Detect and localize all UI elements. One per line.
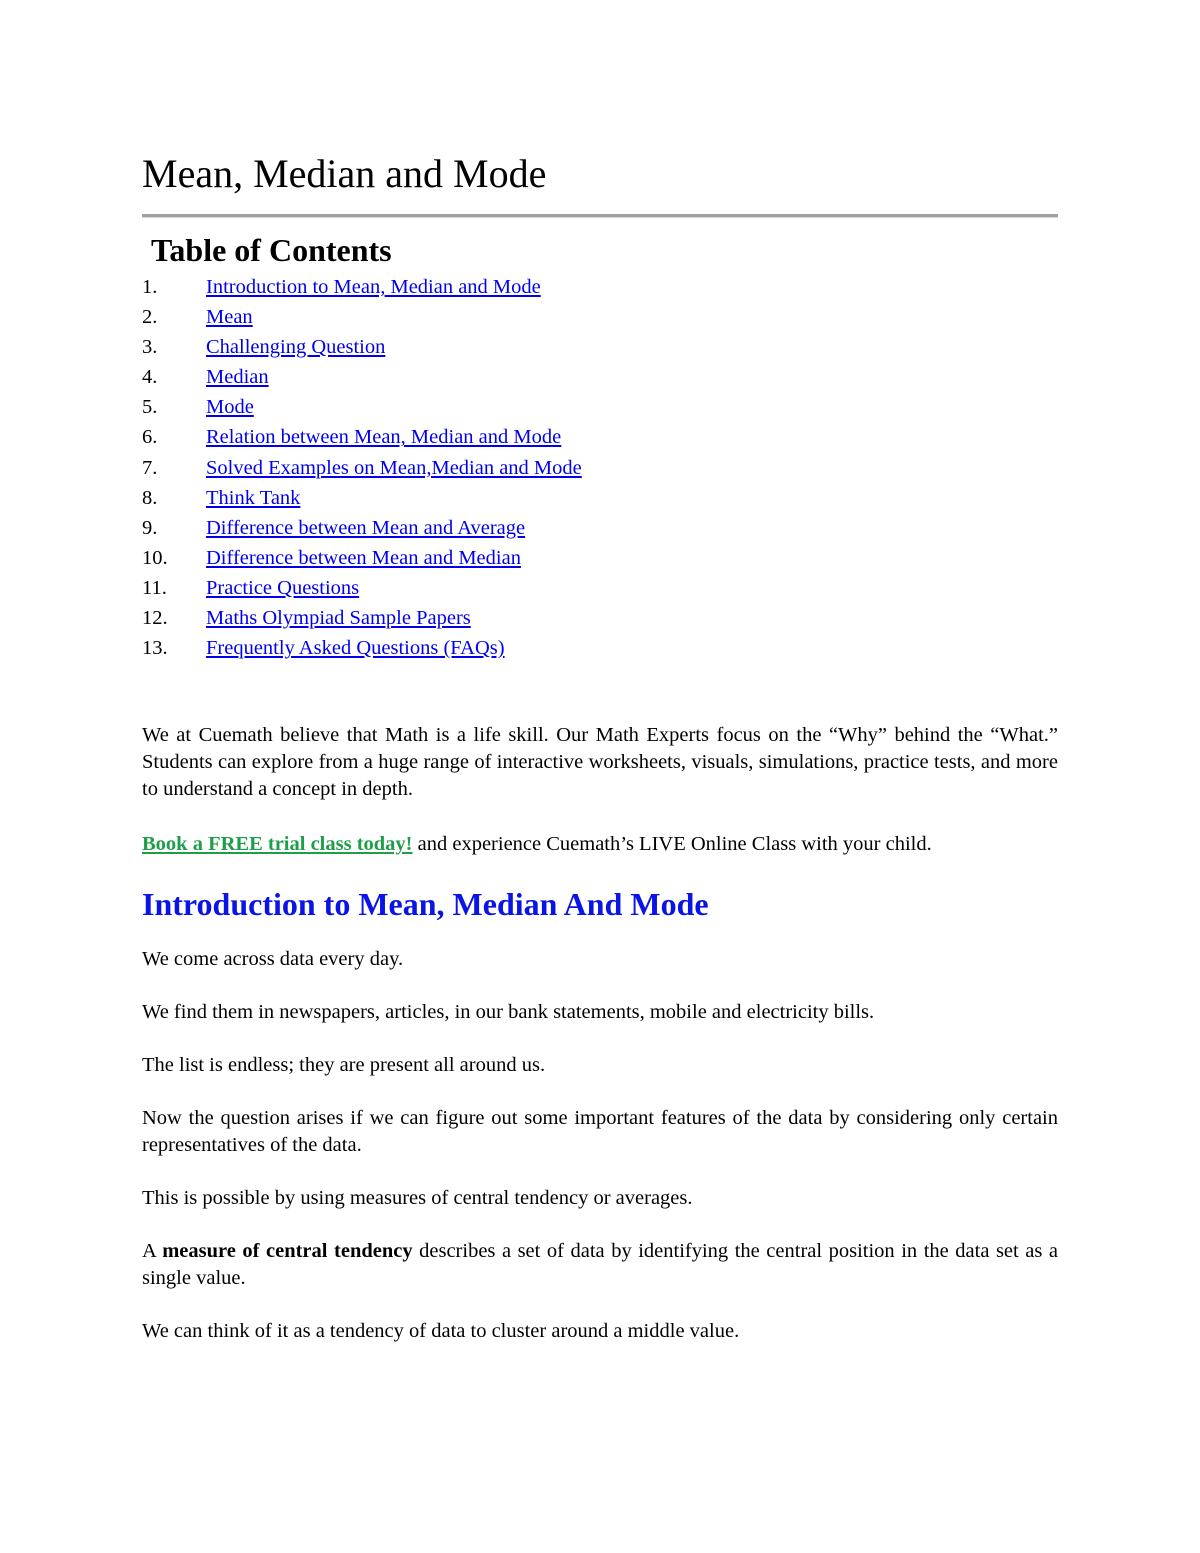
toc-list [142,272,1058,663]
toc-item [142,332,1058,362]
toc-item-number: 9. [142,516,158,539]
toc-item [142,422,1058,452]
toc-item [142,302,1058,332]
intro-paragraph: We at Cuemath believe that Math is a life skill. Our Math Experts focus on the “Why” behind the “What.” Students can explore from a huge range of interactive worksheets, visuals, simulations, practice tests, and more to understand a concept in depth. [142,724,1058,801]
toc-link-mode[interactable]: Mode [206,396,254,419]
toc-link-median[interactable]: Median [206,366,269,389]
toc-item [142,513,1058,543]
toc-link-relation[interactable]: Relation between Mean, Median and Mode [206,426,562,449]
toc-item-number: 10. [142,546,168,569]
toc-heading: Table of Contents [151,232,392,268]
toc-link-challenging-question[interactable]: Challenging Question [206,336,386,359]
body-paragraph: This is possible by using measures of central tendency or averages. [142,1187,693,1210]
toc-link-introduction[interactable]: Introduction to Mean, Median and Mode [206,276,541,298]
toc-link-practice-questions[interactable]: Practice Questions [206,576,360,599]
cta-text: and experience Cuemath’s LIVE Online Class with your child. [412,833,932,856]
toc-item-number: 12. [142,607,168,630]
toc-item-number: 5. [142,396,158,419]
body-paragraph: We can think of it as a tendency of data to cluster around a middle value. [142,1320,740,1343]
body-paragraph: The list is endless; they are present all around us. [142,1054,546,1077]
title-divider [142,214,1058,218]
toc-item [142,453,1058,483]
body-paragraph-definition [142,1238,1058,1292]
toc-link-solved-examples[interactable]: Solved Examples on Mean,Median and Mode [206,456,582,479]
document-content [142,150,1058,1345]
toc-item-number: 2. [142,306,158,329]
definition-text: describes a set of data by identifying the central position in the data set as a single value. [142,1240,1058,1290]
toc-item [142,392,1058,422]
toc-item [142,633,1058,663]
toc-link-faqs[interactable]: Frequently Asked Questions (FAQs) [206,637,505,660]
toc-item-number: 11. [142,576,167,599]
section-heading-introduction: Introduction to Mean, Median And Mode [142,886,709,923]
free-trial-link[interactable]: Book a FREE trial class today! [142,833,413,856]
cta-paragraph [142,831,1058,858]
toc-item [142,272,1058,302]
toc-item [142,603,1058,633]
toc-item [142,573,1058,603]
toc-item [142,543,1058,573]
toc-item [142,362,1058,392]
toc-link-mean-vs-average[interactable]: Difference between Mean and Average [206,516,526,539]
toc-link-mean[interactable]: Mean [206,306,253,329]
toc-item-number: 8. [142,486,158,509]
toc-item [142,483,1058,513]
toc-item-number: 7. [142,456,158,479]
toc-link-olympiad-papers[interactable]: Maths Olympiad Sample Papers [206,607,471,630]
body-paragraph: Now the question arises if we can figure out some important features of the data by considering only certain representatives of the data. [142,1107,1058,1157]
body-paragraph: We find them in newspapers, articles, in our bank statements, mobile and electricity bills. [142,1001,875,1024]
body-paragraph: We come across data every day. [142,948,404,971]
toc-item-number: 4. [142,366,158,389]
toc-item-number: 3. [142,336,158,359]
toc-link-think-tank[interactable]: Think Tank [206,486,301,509]
definition-term: measure of central tendency [162,1240,413,1263]
toc-item-number: 6. [142,426,158,449]
document-title: Mean, Median and Mode [142,151,547,196]
toc-item-number: 1. [142,276,158,298]
definition-prefix: A [142,1240,163,1263]
toc-item-number: 13. [142,637,168,660]
toc-link-mean-vs-median[interactable]: Difference between Mean and Median [206,546,521,569]
